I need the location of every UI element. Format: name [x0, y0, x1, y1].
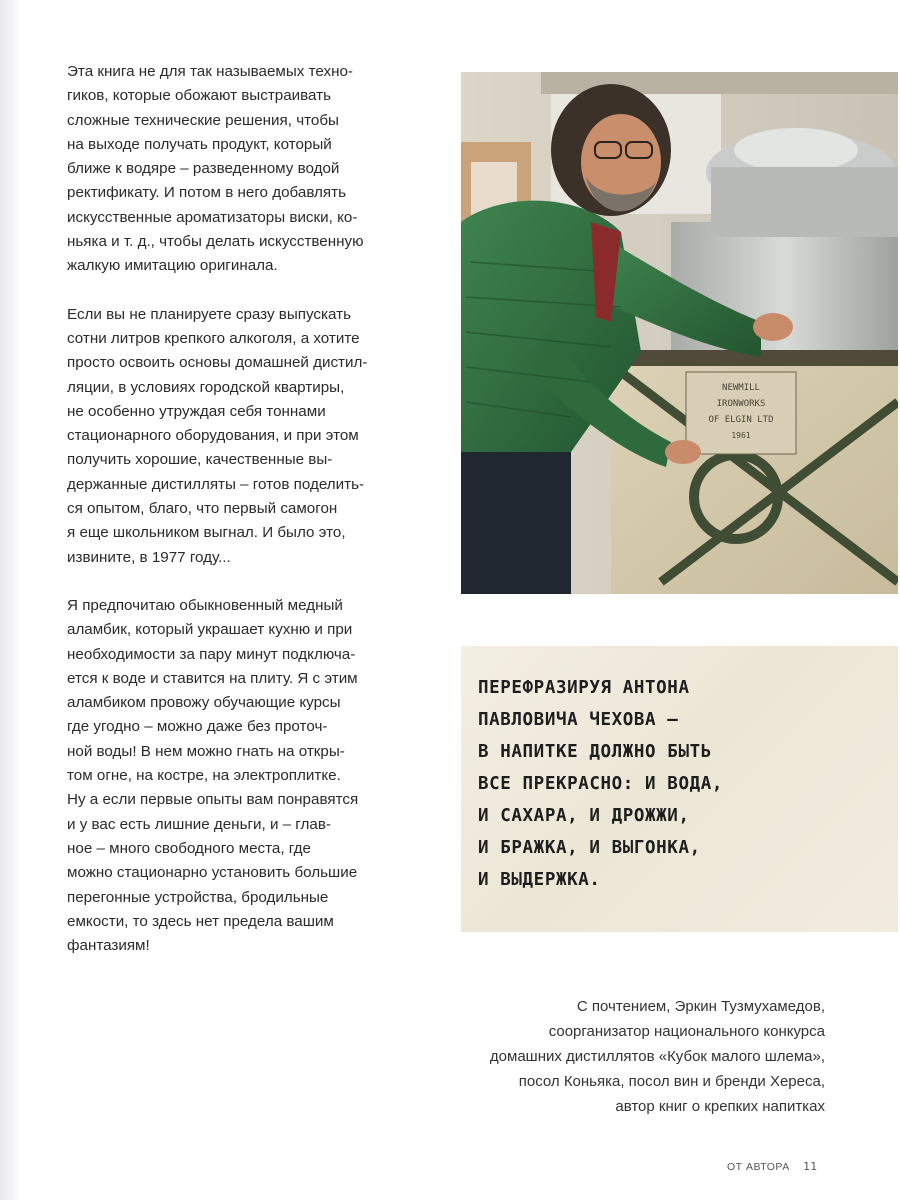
- quote-line: ВСЕ ПРЕКРАСНО: И ВОДА,: [478, 774, 723, 794]
- pull-quote: [478, 672, 888, 896]
- text-line: жалкую имитацию оригинала.: [67, 257, 278, 275]
- text-line: Эта книга не для так называемых техно-: [67, 63, 353, 80]
- text-line: извините, в 1977 году...: [67, 548, 231, 566]
- quote-line: И БРАЖКА, И ВЫГОНКА,: [478, 838, 701, 858]
- signature-line: домашних дистиллятов «Кубок малого шлема»,: [489, 1048, 825, 1065]
- text-line: аламбик, который украшает кухню и при: [67, 621, 353, 639]
- plate-line-1: NEWMILL: [722, 383, 760, 393]
- text-line: ляции, в условиях городской квартиры,: [67, 378, 345, 396]
- quote-line: И САХАРА, И ДРОЖЖИ,: [478, 806, 690, 826]
- text-line: аламбиком провожу обучающие курсы: [67, 694, 341, 712]
- tank-body: [711, 167, 898, 237]
- plate-line-3: OF ELGIN LTD: [708, 415, 774, 425]
- text-line: стационарного оборудования, и при этом: [67, 427, 359, 445]
- text-line: гиков, которые обожают выстраивать: [67, 87, 332, 105]
- text-line: необходимости за пару минут подключа-: [67, 645, 356, 663]
- signature-line: посол Коньяка, посол вин и бренди Хереса,: [518, 1073, 825, 1090]
- text-line: сотни литров крепкого алкоголя, а хотите: [67, 329, 360, 347]
- signature-line: С почтением, Эркин Тузмухамедов,: [576, 998, 825, 1015]
- text-line: не особенно утруждая себя тоннами: [67, 402, 326, 420]
- text-line: ной воды! В нем можно гнать на откры-: [67, 742, 345, 760]
- text-line: держанные дистилляты – готов поделить-: [67, 475, 365, 493]
- text-line: ся опытом, благо, что первый самогон: [67, 500, 338, 518]
- text-line: просто освоить основы домашней дистил-: [67, 354, 368, 372]
- text-line: где угодно – можно даже без проточ-: [67, 718, 328, 736]
- text-line: я еще школьником выгнал. И было это,: [67, 524, 346, 542]
- signature-line: соорганизатор национального конкурса: [548, 1023, 825, 1040]
- quote-line: ПЕРЕФРАЗИРУЯ АНТОНА: [478, 678, 690, 698]
- text-line: Я предпочитаю обыкновенный медный: [67, 596, 343, 614]
- paragraph-3: [67, 594, 427, 958]
- person-hand-right: [753, 313, 793, 341]
- page-footer: [727, 1160, 817, 1173]
- text-line: фантазиям!: [67, 937, 150, 955]
- quote-line: И ВЫДЕРЖКА.: [478, 870, 601, 890]
- text-line: Если вы не планируете сразу выпускать: [67, 305, 351, 323]
- text-line: ректификату. И потом в него добавлять: [67, 184, 346, 202]
- plate-line-4: 1961: [731, 431, 751, 440]
- page-number: 11: [803, 1160, 818, 1173]
- signature-line: автор книг о крепких напитках: [615, 1098, 825, 1115]
- text-line: ближе к водяре – разведенному водой: [67, 160, 340, 178]
- text-line: на выходе получать продукт, который: [67, 135, 332, 153]
- text-line: перегонные устройства, бродильные: [67, 888, 329, 906]
- person-legs: [461, 432, 571, 594]
- section-label: ОТ АВТОРА: [727, 1161, 790, 1173]
- text-line: сложные технические решения, чтобы: [67, 111, 339, 129]
- text-line: получить хорошие, качественные вы-: [67, 451, 333, 469]
- body-text-column: [67, 60, 427, 982]
- tank-lid-top: [734, 128, 858, 172]
- plate-line-2: IRONWORKS: [716, 399, 766, 409]
- text-line: емкости, то здесь нет предела вашим: [67, 912, 334, 930]
- person-hand-left: [665, 440, 701, 464]
- author-signature: [405, 994, 825, 1119]
- text-line: ньяка и т. д., чтобы делать искусственную: [67, 233, 364, 251]
- quote-line: ПАВЛОВИЧА ЧЕХОВА –: [478, 710, 679, 730]
- text-line: можно стационарно установить большие: [67, 864, 358, 882]
- quote-line: В НАПИТКЕ ДОЛЖНО БЫТЬ: [478, 742, 712, 762]
- page-edge-shadow: [0, 0, 20, 1200]
- paragraph-1: [67, 60, 427, 279]
- author-photo: [461, 72, 898, 594]
- text-line: ется к воде и ставится на плиту. Я с этим: [67, 669, 358, 687]
- text-line: ное – много свободного места, где: [67, 839, 311, 857]
- text-line: том огне, на костре, на электроплитке.: [67, 767, 341, 785]
- text-line: искусственные ароматизаторы виски, ко-: [67, 208, 358, 226]
- paragraph-2: [67, 303, 427, 570]
- author-photo-illustration: [461, 72, 898, 594]
- text-line: и у вас есть лишние деньги, и – глав-: [67, 815, 331, 833]
- text-line: Ну а если первые опыты вам понравятся: [67, 791, 359, 809]
